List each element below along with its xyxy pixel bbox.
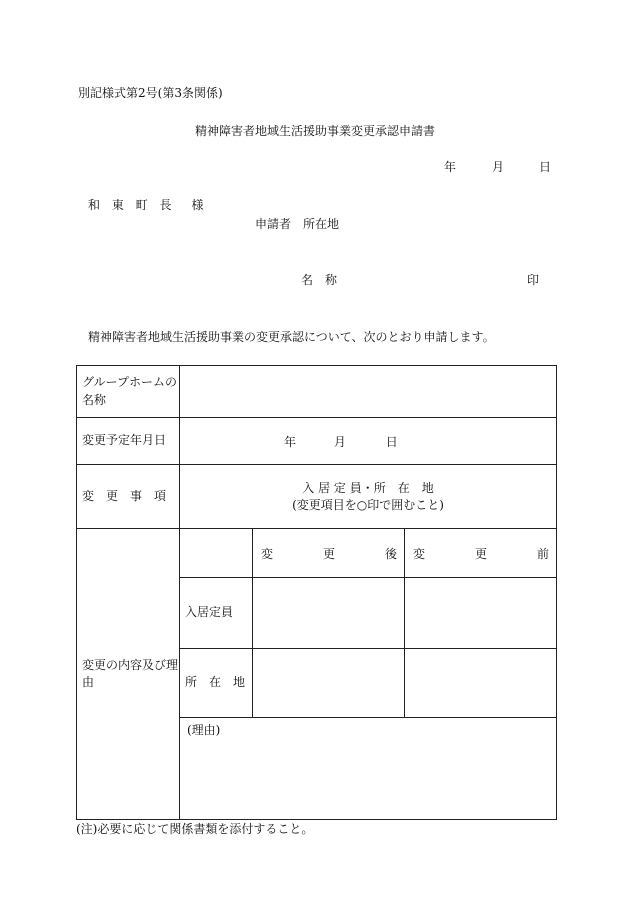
form-code: 別記様式第2号(第3条関係) bbox=[78, 86, 223, 100]
location-before-field[interactable] bbox=[405, 649, 557, 718]
group-home-row bbox=[77, 366, 557, 418]
before-char-1: 変 bbox=[413, 546, 426, 561]
details-header-blank bbox=[180, 529, 253, 578]
change-items-field[interactable] bbox=[180, 465, 557, 529]
application-table bbox=[76, 365, 557, 820]
after-char-2: 更 bbox=[322, 546, 335, 561]
change-items-label: 変 更 事 項 bbox=[77, 465, 180, 529]
group-home-name-field[interactable] bbox=[180, 366, 557, 418]
change-items-options: 入 居 定 員・所 在 地 bbox=[302, 481, 434, 496]
addressee: 和 東 町 長 様 bbox=[88, 198, 208, 212]
group-home-label: グループホームの名称 bbox=[77, 366, 180, 418]
after-char-3: 後 bbox=[384, 546, 397, 561]
change-date-field[interactable] bbox=[180, 418, 557, 465]
applicant-address-label: 申請者 所在地 bbox=[255, 217, 340, 231]
capacity-after-field[interactable] bbox=[253, 578, 405, 649]
seal-mark: 印 bbox=[527, 273, 540, 287]
date-month-label: 月 bbox=[492, 160, 505, 174]
change-items-row bbox=[77, 465, 557, 529]
change-date-row bbox=[77, 418, 557, 465]
applicant-name-label: 名 称 bbox=[301, 273, 338, 287]
capacity-before-field[interactable] bbox=[405, 578, 557, 649]
before-change-header bbox=[405, 529, 557, 578]
change-date-year: 年 bbox=[284, 434, 297, 449]
date-day-label: 日 bbox=[539, 160, 552, 174]
details-header-row bbox=[77, 529, 557, 578]
intro-text: 精神障害者地域生活援助事業の変更承認について、次のとおり申請します。 bbox=[88, 330, 495, 344]
document-title: 精神障害者地域生活援助事業変更承認申請書 bbox=[194, 124, 435, 138]
capacity-label: 入居定員 bbox=[180, 578, 253, 649]
change-date-day: 日 bbox=[385, 434, 398, 449]
after-change-header bbox=[253, 529, 405, 578]
location-label: 所 在 地 bbox=[180, 649, 253, 718]
details-label: 変更の内容及び理由 bbox=[77, 529, 180, 820]
date-year-label: 年 bbox=[444, 160, 457, 174]
change-date-month: 月 bbox=[333, 434, 346, 449]
before-char-2: 更 bbox=[475, 546, 488, 561]
footnote: (注)必要に応じて関係書類を添付すること。 bbox=[76, 822, 314, 836]
location-after-field[interactable] bbox=[253, 649, 405, 718]
change-date-label: 変更予定年月日 bbox=[77, 418, 180, 465]
before-char-3: 前 bbox=[537, 546, 550, 561]
reason-field[interactable] bbox=[180, 718, 557, 820]
change-items-instruction: (変更項目を○印で囲むこと) bbox=[292, 497, 444, 512]
reason-label: (理由) bbox=[187, 723, 221, 737]
after-char-1: 変 bbox=[261, 546, 274, 561]
